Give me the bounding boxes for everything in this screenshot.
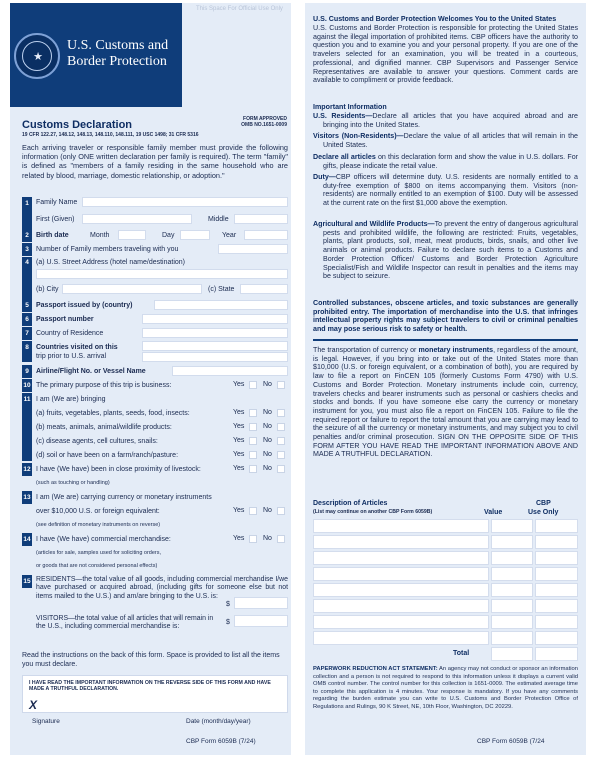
article-value-cell[interactable] <box>491 551 533 565</box>
article-value-cell[interactable] <box>491 631 533 645</box>
total-value-cell[interactable] <box>491 647 533 661</box>
item-4-address: 4 (a) U.S. Street Address (hotel name/destination) (b) City (c) State <box>22 257 288 299</box>
article-cbp-cell <box>535 599 578 613</box>
visitors-info: Visitors (Non-Residents)—Declare the value of all articles that will remain in the United States. <box>313 132 578 149</box>
disease-yes-checkbox[interactable] <box>249 437 257 445</box>
meats-yes-checkbox[interactable] <box>249 423 257 431</box>
purpose-yes-checkbox[interactable] <box>249 381 257 389</box>
article-value-cell[interactable] <box>491 535 533 549</box>
commercial-yes-checkbox[interactable] <box>249 535 257 543</box>
livestock-no-checkbox[interactable] <box>277 465 285 473</box>
truthful-declaration-warning: I HAVE READ THE IMPORTANT INFORMATION ON THE REVERSE SIDE OF THIS FORM AND HAVE MADE A TRUTHFUL DECLARATION. <box>29 680 271 693</box>
item-11-bringing: 11 I am (We are) bringing (a) fruits, vegetables, plants, seeds, food, insects: Yes No (b) meats, animals, animal/wildlife products: Yes No (c) disease agents, cell cultures, snails: Yes No (d) soil or have been on a farm/ranch/pasture: Yes No <box>22 393 288 461</box>
form-title: Customs Declaration <box>22 119 133 131</box>
fruits-yes-checkbox[interactable] <box>249 409 257 417</box>
countries-visited-field-2[interactable] <box>142 352 288 362</box>
countries-visited-field-1[interactable] <box>142 341 288 351</box>
visitors-value-field[interactable] <box>234 615 288 627</box>
disease-no-checkbox[interactable] <box>277 437 285 445</box>
cbp-seal-icon: ★ <box>14 33 60 79</box>
article-cbp-cell <box>535 551 578 565</box>
article-value-cell[interactable] <box>491 615 533 629</box>
residents-value-field[interactable] <box>234 597 288 609</box>
family-members-field[interactable] <box>218 244 288 254</box>
read-instructions: Read the instructions on the back of this form. Space is provided to list all the items you must declare. <box>22 652 280 668</box>
item-13-currency: 13 I am (We are) carrying currency or monetary instruments over $10,000 U.S. or foreign equivalent: Yes No (see definition of monetary instruments on reverse) <box>22 491 288 531</box>
article-desc-cell[interactable] <box>313 631 489 645</box>
commercial-no-checkbox[interactable] <box>277 535 285 543</box>
intro-text: Each arriving traveler or responsible family member must provide the following information (only ONE written declaration per family is required). The term "family" is defined as "members of a family residing in the same household who are related by blood, marriage, domestic relationship, or adoption." <box>22 143 288 180</box>
article-cbp-cell <box>535 519 578 533</box>
item-9-airline: 9 Airline/Flight No. or Vessel Name <box>22 365 288 379</box>
section-divider <box>313 339 578 341</box>
official-use-note: This Space For Official Use Only <box>196 6 283 12</box>
article-desc-cell[interactable] <box>313 519 489 533</box>
state-field[interactable] <box>240 284 288 294</box>
form-back-panel <box>305 3 586 755</box>
first-name-field[interactable] <box>82 214 192 224</box>
form-number-front: CBP Form 6059B (7/24) <box>186 738 256 745</box>
signature-label: Signature <box>32 718 60 725</box>
article-desc-cell[interactable] <box>313 567 489 581</box>
article-cbp-cell <box>535 535 578 549</box>
signature-box[interactable] <box>22 675 288 713</box>
item-14-commercial: 14 I have (We have) commercial merchandise: Yes No (articles for sale, samples used for soliciting orders, or goods that are not considered personal effects) <box>22 533 288 573</box>
duty-info: Duty—CBP officers will determine duty. U.S. residents are normally entitled to a duty-free exemption of $800 on items accompanying them. Visitors (non-residents) are normally entitled to an exemption of $100. Duty will be assessed at the current rate on the first $1,000 above the exemption. <box>313 173 578 208</box>
article-desc-cell[interactable] <box>313 535 489 549</box>
birth-year-field[interactable] <box>244 230 288 240</box>
date-label: Date (month/day/year) <box>186 718 251 725</box>
middle-name-field[interactable] <box>234 214 288 224</box>
monetary-instruments-info: The transportation of currency or monetary instruments, regardless of the amount, is legal. However, if you bring into or take out of the United States more than $10,000 (U.S. or foreign equivalent, or a combination of both), you are required by law to file a report on FinCEN 105 (formerly Customs Form 4790) with U.S. Customs and Border Protection. Monetary instruments include coin, currency, travelers checks and bearer instruments such as personal or cashiers checks and stocks and bonds. If you have someone else carry the currency or monetary instrument for you, you must also file a report on FinCEN 105. Failure to file the required report or failure to report the total amount that you are carrying may lead to the seizure of all the currency or monetary instruments, and may subject you to civil penalties and/or criminal prosecution. SIGN ON THE OPPOSITE SIDE OF THIS FORM AFTER YOU HAVE READ THE IMPORTANT INFORMATION ABOVE AND MADE A TRUTHFUL DECLARATION. <box>313 346 578 459</box>
article-desc-cell[interactable] <box>313 583 489 597</box>
agency-name: U.S. Customs and Border Protection <box>67 38 169 69</box>
article-cbp-cell <box>535 615 578 629</box>
article-cbp-cell <box>535 567 578 581</box>
item-2-birth-date: 2 Birth date Month Day Year <box>22 229 288 243</box>
value-heading: Value <box>484 509 503 516</box>
total-label: Total <box>453 650 470 657</box>
form-approved: FORM APPROVED OMB NO.1651-0009 <box>241 116 287 128</box>
important-info-heading: Important Information <box>313 103 387 111</box>
passport-country-field[interactable] <box>154 300 288 310</box>
article-value-cell[interactable] <box>491 583 533 597</box>
item-5-passport-country: 5 Passport issued by (country) <box>22 299 288 313</box>
item-7-residence: 7 Country of Residence <box>22 327 288 341</box>
fruits-no-checkbox[interactable] <box>277 409 285 417</box>
declare-info: Declare all articles on this declaration form and show the value in U.S. dollars. For gifts, please indicate the retail value. <box>313 153 578 170</box>
use-only-heading: Use Only <box>528 509 559 516</box>
item-10-purpose: 10 The primary purpose of this trip is business: Yes No <box>22 379 288 393</box>
item-12-livestock: 12 I have (We have) been in close proximity of livestock: Yes No (such as touching or handling) <box>22 463 288 489</box>
cbp-heading: CBP <box>536 500 551 507</box>
cfr-citation: 19 CFR 122.27, 148.12, 148.13, 148.110, 148.111, 19 USC 1498; 31 CFR 5316 <box>22 132 199 138</box>
agency-banner <box>10 3 182 107</box>
welcome-title: U.S. Customs and Border Protection Welcomes You to the United States <box>313 15 557 23</box>
article-value-cell[interactable] <box>491 519 533 533</box>
street-address-field[interactable] <box>36 269 288 279</box>
form-number-back: CBP Form 6059B (7/24 <box>477 738 545 745</box>
form-front-panel <box>10 3 291 755</box>
currency-no-checkbox[interactable] <box>277 507 285 515</box>
paperwork-reduction-statement: PAPERWORK REDUCTION ACT STATEMENT: An agency may not conduct or sponsor an information collection and a person is not required to respond to this information unless it displays a current valid OMB control number. The control number for this collection is 1651-0009. The estimated average time to complete this application is 4 minutes. Your response is mandatory. If you have any comments regarding the burden estimate you can write to U.S. Customs and Border Protection Office of Regulations and Rulings, 90 K Street, NE, 10th Floor, Washington, DC 20229. <box>313 666 578 710</box>
welcome-body: U.S. Customs and Border Protection is responsible for protecting the United States against the illegal importation of prohibited items. CBP officers have the authority to question you and to examine you and your personal property. If you are one of the travelers selected for an examination, you will be treated in a courteous, professional, and dignified manner. CBP Supervisors and Passenger Service Representatives are available to answer your questions. Comment cards are available to compliment or provide feedback. <box>313 24 578 85</box>
article-value-cell[interactable] <box>491 599 533 613</box>
item-6-passport-number: 6 Passport number <box>22 313 288 327</box>
purpose-no-checkbox[interactable] <box>277 381 285 389</box>
currency-yes-checkbox[interactable] <box>249 507 257 515</box>
total-cbp-cell <box>535 647 578 661</box>
birth-month-field[interactable] <box>118 230 146 240</box>
residents-info: U.S. Residents—Declare all articles that you have acquired abroad and are bringing into the United States. <box>313 112 579 129</box>
residence-field[interactable] <box>142 328 288 338</box>
family-name-field[interactable] <box>82 197 288 207</box>
meats-no-checkbox[interactable] <box>277 423 285 431</box>
item-3-family-members: 3 Number of Family members traveling with you <box>22 243 288 257</box>
article-value-cell[interactable] <box>491 567 533 581</box>
airline-field[interactable] <box>172 366 288 376</box>
item-15-total-value: 15 RESIDENTS—the total value of all goods, including commercial merchandise I/we have purchased or acquired abroad, (including gifts for someone else but not items mailed to the U.S.) and am/are bringing to the U.S. is: VISITORS—the total value of all articles that will remain in the U.S., including commercial merchandise is: $ $ <box>23 576 288 631</box>
item-8-countries-visited: 8 Countries visited on this trip prior to U.S. arrival <box>22 341 288 363</box>
article-desc-cell[interactable] <box>313 551 489 565</box>
item-1-name: 1 Family Name First (Given) Middle <box>22 197 288 229</box>
description-heading: Description of Articles <box>313 500 388 507</box>
soil-no-checkbox[interactable] <box>277 451 285 459</box>
article-cbp-cell <box>535 583 578 597</box>
signature-x: X <box>29 698 38 712</box>
list-continue-note: (List may continue on another CBP Form 6059B) <box>313 509 433 515</box>
article-cbp-cell <box>535 631 578 645</box>
birth-day-field[interactable] <box>180 230 210 240</box>
passport-number-field[interactable] <box>142 314 288 324</box>
city-field[interactable] <box>62 284 202 294</box>
article-desc-cell[interactable] <box>313 615 489 629</box>
soil-yes-checkbox[interactable] <box>249 451 257 459</box>
agricultural-info: Agricultural and Wildlife Products—To prevent the entry of dangerous agricultural pests and prohibited wildlife, the following are restricted: Fruits, vegetables, plants, plant products, soil, meat, meat products, birds, snails, and other live animals or animal products. Failure to declare such items to a Customs and Border Protection Officer/ Customs and Border Protection Agriculture Specialist/Fish and Wildlife Inspector can result in penalties and the items may be subject to seizure. <box>313 220 579 281</box>
livestock-yes-checkbox[interactable] <box>249 465 257 473</box>
controlled-substances: Controlled substances, obscene articles, and toxic substances are generally prohibited entry. The importation of merchandise into the U.S. that infringes intellectual property rights may subject travelers to civil or criminal penalties and may pose serious risk to safety or health. <box>313 299 578 334</box>
article-desc-cell[interactable] <box>313 599 489 613</box>
